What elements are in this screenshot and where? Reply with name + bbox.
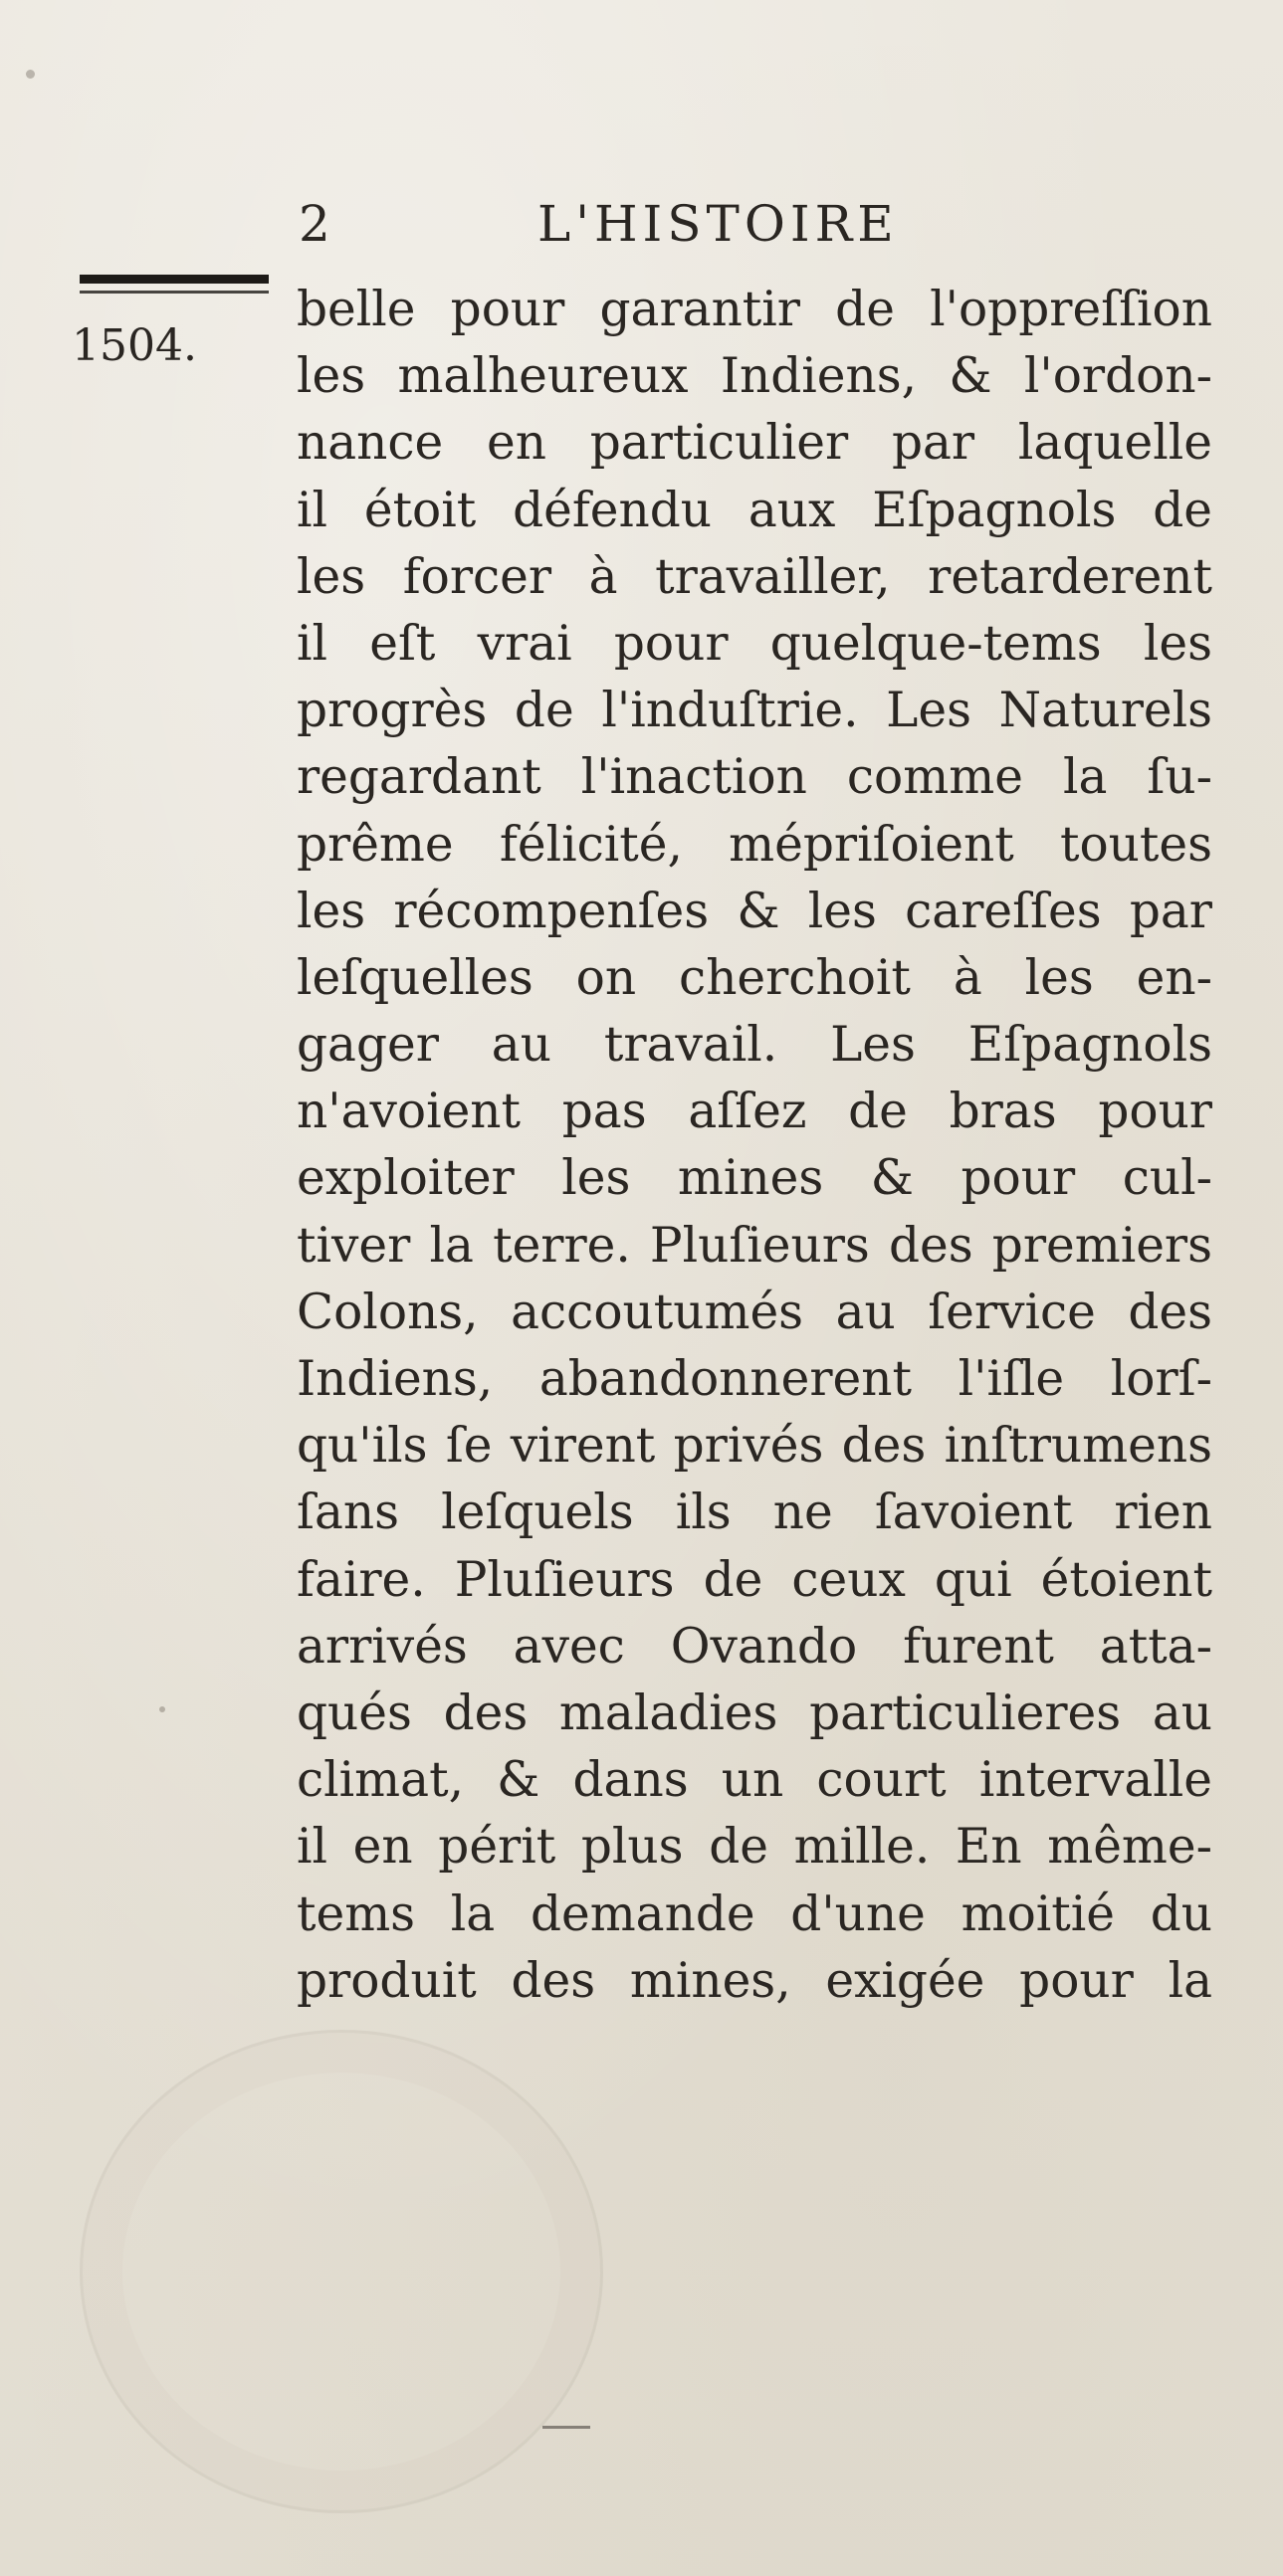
- running-title: L'HISTOIRE: [537, 195, 899, 253]
- page-number: 2: [299, 195, 332, 253]
- text-line: les malheureux Indiens, & l'ordon-: [297, 348, 1212, 405]
- text-line: il étoit défendu aux Eſpagnols de: [297, 482, 1212, 538]
- text-line: climat, & dans un court intervalle: [297, 1752, 1212, 1809]
- text-line: qu'ils ſe virent privés des inſtrumens: [297, 1418, 1212, 1475]
- text-line: Indiens, abandonnerent l'iſle lorſ-: [297, 1351, 1212, 1407]
- text-line: progrès de l'induſtrie. Les Naturels: [297, 683, 1212, 739]
- text-line: produit des mines, exigée pour la: [297, 1952, 1212, 2009]
- body-text: [297, 277, 1212, 2015]
- text-line: qués des maladies particulieres au: [297, 1684, 1212, 1741]
- text-line: nance en particulier par laquelle: [297, 415, 1212, 472]
- text-line: tems la demande d'une moitié du: [297, 1885, 1212, 1942]
- library-stamp-show-through: [80, 2030, 603, 2513]
- ink-spot: [26, 70, 35, 79]
- text-line: il en périt plus de mille. En même-: [297, 1819, 1212, 1876]
- bottom-ink-mark: [542, 2426, 590, 2429]
- text-line: faire. Pluſieurs de ceux qui étoient: [297, 1551, 1212, 1608]
- text-line: ſans leſquels ils ne ſavoient rien: [297, 1485, 1212, 1541]
- text-line: il eſt vrai pour quelque-tems les: [297, 615, 1212, 672]
- text-line: leſquelles on cherchoit à les en-: [297, 949, 1212, 1006]
- text-line: gager au travail. Les Eſpagnols: [297, 1017, 1212, 1074]
- text-line: tiver la terre. Pluſieurs des premiers: [297, 1217, 1212, 1274]
- text-line: prême félicité, mépriſoient toutes: [297, 816, 1212, 873]
- text-line: les récompenſes & les careſſes par: [297, 883, 1212, 939]
- text-line: exploiter les mines & pour cul-: [297, 1150, 1212, 1207]
- text-line: n'avoient pas aſſez de bras pour: [297, 1084, 1212, 1140]
- ink-spot: [159, 1706, 165, 1712]
- text-line: regardant l'inaction comme la ſu-: [297, 749, 1212, 806]
- margin-rule: [80, 275, 269, 284]
- text-line: arrivés avec Ovando furent atta-: [297, 1618, 1212, 1675]
- text-line: belle pour garantir de l'oppreſſion: [297, 282, 1212, 337]
- margin-year-note: 1504.: [72, 320, 197, 371]
- text-line: Colons, accoutumés au ſervice des: [297, 1284, 1212, 1340]
- text-line: les forcer à travailler, retarderent: [297, 548, 1212, 605]
- page-header: [299, 195, 1224, 255]
- margin-rule-thin: [80, 291, 269, 294]
